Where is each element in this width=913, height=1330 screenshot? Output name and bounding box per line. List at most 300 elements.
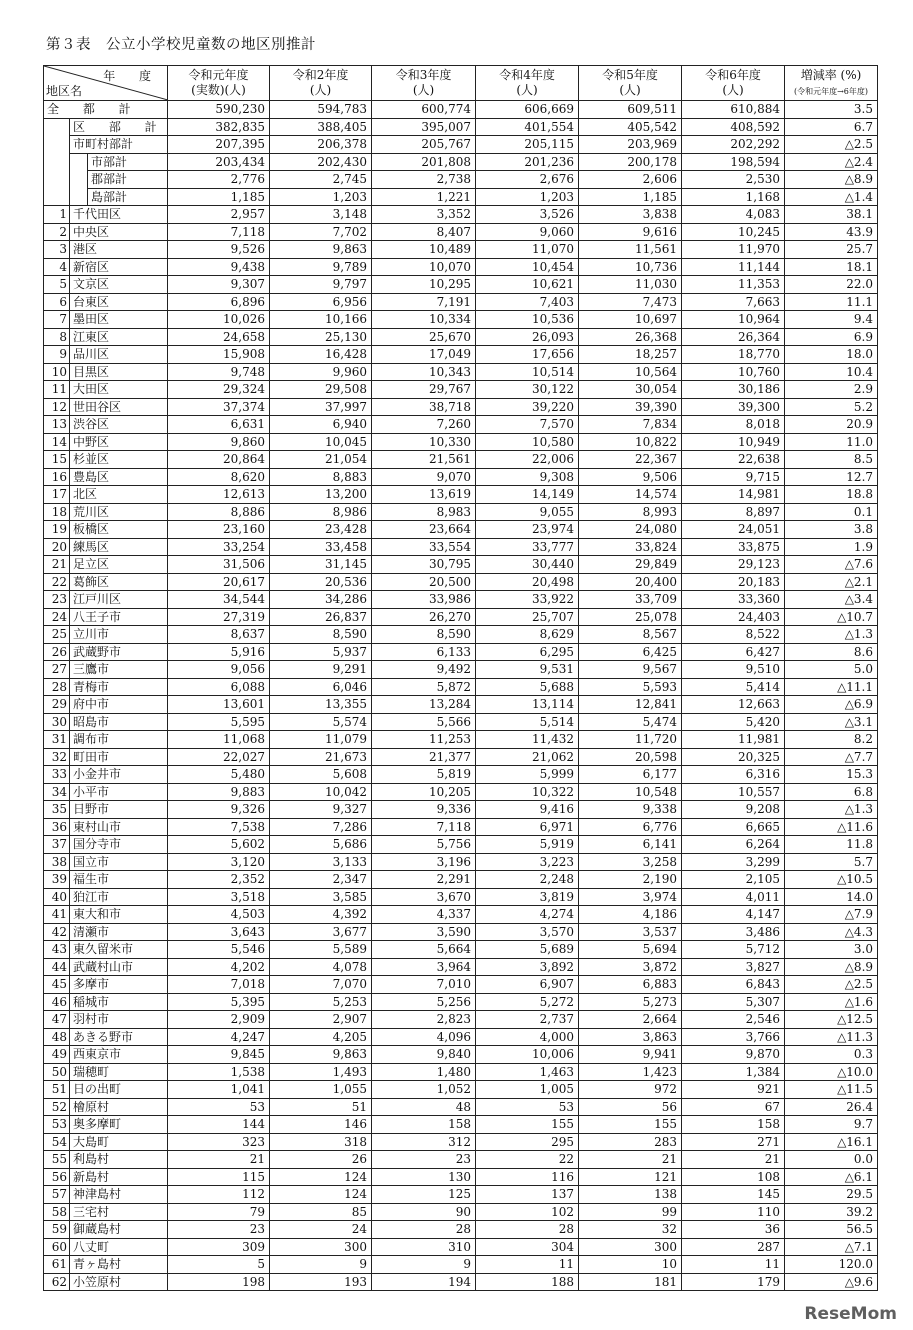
row-number: 43 — [44, 941, 70, 959]
row-label: 御蔵島村 — [70, 1221, 168, 1239]
table-row — [44, 1221, 878, 1239]
row-number: 13 — [44, 416, 70, 434]
table-row — [44, 818, 878, 836]
table-row — [44, 416, 878, 434]
cell-value: 9 — [270, 1256, 372, 1274]
cell-value: 30,054 — [579, 381, 682, 399]
cell-value: 3,872 — [579, 958, 682, 976]
cell-value: 10,514 — [476, 363, 579, 381]
cell-value: 3,258 — [579, 853, 682, 871]
cell-value: 7,010 — [372, 976, 476, 994]
cell-value: 304 — [476, 1238, 579, 1256]
table-row — [44, 276, 878, 294]
cell-value: 9,070 — [372, 468, 476, 486]
cell-value: 7,191 — [372, 293, 476, 311]
table-row — [44, 888, 878, 906]
cell-value: △16.1 — [785, 1133, 878, 1151]
cell-value: 3,766 — [682, 1028, 785, 1046]
cell-value: 33,554 — [372, 538, 476, 556]
cell-value: 972 — [579, 1081, 682, 1099]
row-label: 武蔵野市 — [70, 643, 168, 661]
cell-value: 5,595 — [168, 713, 270, 731]
table-row — [44, 731, 878, 749]
row-label: 目黒区 — [70, 363, 168, 381]
row-label: 島部計 — [88, 188, 168, 206]
cell-value: 8,629 — [476, 626, 579, 644]
col-header: 令和3年度 (人) — [372, 66, 476, 101]
cell-value: 5,514 — [476, 713, 579, 731]
row-number: 40 — [44, 888, 70, 906]
cell-value: 1,055 — [270, 1081, 372, 1099]
cell-value: 26,364 — [682, 328, 785, 346]
cell-value: 8,886 — [168, 503, 270, 521]
cell-value: △7.1 — [785, 1238, 878, 1256]
cell-value: 4,503 — [168, 906, 270, 924]
cell-value: 3,537 — [579, 923, 682, 941]
row-number: 1 — [44, 206, 70, 224]
cell-value: 21,377 — [372, 748, 476, 766]
cell-value: 7,286 — [270, 818, 372, 836]
row-number: 20 — [44, 538, 70, 556]
cell-value: 11,561 — [579, 241, 682, 259]
cell-value: 21 — [168, 1151, 270, 1169]
cell-value: 0.3 — [785, 1046, 878, 1064]
cell-value: 120.0 — [785, 1256, 878, 1274]
row-number: 7 — [44, 311, 70, 329]
row-number: 28 — [44, 678, 70, 696]
row-label: 小笠原村 — [70, 1273, 168, 1291]
table-row — [44, 1168, 878, 1186]
table-row — [44, 241, 878, 259]
table-row — [44, 293, 878, 311]
cell-value: 1,052 — [372, 1081, 476, 1099]
row-label: 江東区 — [70, 328, 168, 346]
cell-value: 20,598 — [579, 748, 682, 766]
cell-value: 3,486 — [682, 923, 785, 941]
cell-value: 5,566 — [372, 713, 476, 731]
cell-value: 28 — [372, 1221, 476, 1239]
row-number: 44 — [44, 958, 70, 976]
row-label: 板橋区 — [70, 521, 168, 539]
cell-value: 0.1 — [785, 503, 878, 521]
cell-value: 7,473 — [579, 293, 682, 311]
row-label: 市町村部計 — [70, 136, 168, 154]
corner-area-label: 地区名 — [46, 84, 83, 98]
cell-value: 11.8 — [785, 836, 878, 854]
cell-value: 6,316 — [682, 766, 785, 784]
cell-value: △1.3 — [785, 626, 878, 644]
cell-value: 6,427 — [682, 643, 785, 661]
cell-value: 0.0 — [785, 1151, 878, 1169]
cell-value: 10,045 — [270, 433, 372, 451]
cell-value: 6,295 — [476, 643, 579, 661]
row-number: 6 — [44, 293, 70, 311]
row-number: 53 — [44, 1116, 70, 1134]
row-label: 三宅村 — [70, 1203, 168, 1221]
cell-value: 33,458 — [270, 538, 372, 556]
cell-value: 24,080 — [579, 521, 682, 539]
cell-value: 10,205 — [372, 783, 476, 801]
cell-value: △9.6 — [785, 1273, 878, 1291]
table-row — [44, 1011, 878, 1029]
table-row — [44, 1273, 878, 1291]
cell-value: 51 — [270, 1098, 372, 1116]
cell-value: 4,247 — [168, 1028, 270, 1046]
summary-row-shichoson: 市町村部計 207,395 206,378 205,767 205,115 203,969 202,292 △2.5 — [44, 136, 878, 154]
cell-value: △6.9 — [785, 696, 878, 714]
cell-value: 5,664 — [372, 941, 476, 959]
table-row — [44, 923, 878, 941]
cell-value: 1,538 — [168, 1063, 270, 1081]
cell-value: 9,863 — [270, 1046, 372, 1064]
cell-value: 22.0 — [785, 276, 878, 294]
cell-value: 7,118 — [372, 818, 476, 836]
table-row — [44, 906, 878, 924]
row-label: 千代田区 — [70, 206, 168, 224]
cell-value: 7,538 — [168, 818, 270, 836]
table-row — [44, 591, 878, 609]
cell-value: 9,416 — [476, 801, 579, 819]
cell-value: 271 — [682, 1133, 785, 1151]
cell-value: △11.6 — [785, 818, 878, 836]
cell-value: 6,046 — [270, 678, 372, 696]
cell-value: 23 — [168, 1221, 270, 1239]
cell-value: 6,843 — [682, 976, 785, 994]
row-number: 41 — [44, 906, 70, 924]
cell-value: 13,619 — [372, 486, 476, 504]
row-number: 47 — [44, 1011, 70, 1029]
cell-value: 29,324 — [168, 381, 270, 399]
cell-value: 12.7 — [785, 468, 878, 486]
cell-value: 23,974 — [476, 521, 579, 539]
cell-value: 25.7 — [785, 241, 878, 259]
row-label: 町田市 — [70, 748, 168, 766]
cell-value: 2,190 — [579, 871, 682, 889]
cell-value: 2,352 — [168, 871, 270, 889]
cell-value: 2,907 — [270, 1011, 372, 1029]
cell-value: 9,336 — [372, 801, 476, 819]
table-row — [44, 311, 878, 329]
row-label: 日の出町 — [70, 1081, 168, 1099]
cell-value: 13,114 — [476, 696, 579, 714]
cell-value: 20,400 — [579, 573, 682, 591]
cell-value: 5,937 — [270, 643, 372, 661]
row-number: 18 — [44, 503, 70, 521]
cell-value: 5,474 — [579, 713, 682, 731]
cell-value: 158 — [372, 1116, 476, 1134]
row-label: 世田谷区 — [70, 398, 168, 416]
cell-value: 188 — [476, 1273, 579, 1291]
row-number: 3 — [44, 241, 70, 259]
row-number: 23 — [44, 591, 70, 609]
corner-year-label: 年 度 — [103, 69, 162, 83]
row-number: 62 — [44, 1273, 70, 1291]
cell-value: 10,964 — [682, 311, 785, 329]
table-row — [44, 538, 878, 556]
row-number: 48 — [44, 1028, 70, 1046]
cell-value: 4,202 — [168, 958, 270, 976]
cell-value: 12,841 — [579, 696, 682, 714]
table-row — [44, 1203, 878, 1221]
row-label: 昭島市 — [70, 713, 168, 731]
cell-value: 27,319 — [168, 608, 270, 626]
cell-value: 312 — [372, 1133, 476, 1151]
cell-value: 48 — [372, 1098, 476, 1116]
cell-value: 9,883 — [168, 783, 270, 801]
cell-value: 3,570 — [476, 923, 579, 941]
table-row — [44, 328, 878, 346]
cell-value: 15,908 — [168, 346, 270, 364]
row-number: 31 — [44, 731, 70, 749]
cell-value: 6,133 — [372, 643, 476, 661]
row-label: 国立市 — [70, 853, 168, 871]
cell-value: 8,993 — [579, 503, 682, 521]
cell-value: 3,670 — [372, 888, 476, 906]
cell-value: 6,665 — [682, 818, 785, 836]
cell-value: 10,548 — [579, 783, 682, 801]
row-number: 36 — [44, 818, 70, 836]
cell-value: 33,254 — [168, 538, 270, 556]
cell-value: 5,756 — [372, 836, 476, 854]
cell-value: 33,709 — [579, 591, 682, 609]
row-label: 台東区 — [70, 293, 168, 311]
cell-value: 9,797 — [270, 276, 372, 294]
cell-value: 29,767 — [372, 381, 476, 399]
row-label: 市部計 — [88, 153, 168, 171]
cell-value: 10,949 — [682, 433, 785, 451]
cell-value: △3.1 — [785, 713, 878, 731]
table-row — [44, 1151, 878, 1169]
cell-value: 10,166 — [270, 311, 372, 329]
table-row — [44, 1028, 878, 1046]
cell-value: 5,420 — [682, 713, 785, 731]
cell-value: 287 — [682, 1238, 785, 1256]
cell-value: 8.2 — [785, 731, 878, 749]
cell-value: 1,384 — [682, 1063, 785, 1081]
cell-value: 8,897 — [682, 503, 785, 521]
cell-value: 23,160 — [168, 521, 270, 539]
row-label: 多摩市 — [70, 976, 168, 994]
cell-value: 25,670 — [372, 328, 476, 346]
cell-value: 9,870 — [682, 1046, 785, 1064]
cell-value: 1,493 — [270, 1063, 372, 1081]
cell-value: 5,602 — [168, 836, 270, 854]
cell-value: 5,872 — [372, 678, 476, 696]
row-label: 青梅市 — [70, 678, 168, 696]
cell-value: 112 — [168, 1186, 270, 1204]
cell-value: 4,011 — [682, 888, 785, 906]
cell-value: △2.5 — [785, 976, 878, 994]
cell-value: 38,718 — [372, 398, 476, 416]
cell-value: 3,148 — [270, 206, 372, 224]
cell-value: 10,042 — [270, 783, 372, 801]
cell-value: 20,500 — [372, 573, 476, 591]
cell-value: △11.5 — [785, 1081, 878, 1099]
row-number: 21 — [44, 556, 70, 574]
row-label: 中野区 — [70, 433, 168, 451]
cell-value: 3,299 — [682, 853, 785, 871]
cell-value: 4,392 — [270, 906, 372, 924]
cell-value: 295 — [476, 1133, 579, 1151]
cell-value: 22 — [476, 1151, 579, 1169]
cell-value: 5,253 — [270, 993, 372, 1011]
cell-value: 28 — [476, 1221, 579, 1239]
cell-value: 8,590 — [270, 626, 372, 644]
cell-value: 20.9 — [785, 416, 878, 434]
row-label: 羽村市 — [70, 1011, 168, 1029]
cell-value: 5,395 — [168, 993, 270, 1011]
cell-value: 9,941 — [579, 1046, 682, 1064]
cell-value: 300 — [579, 1238, 682, 1256]
cell-value: 23 — [372, 1151, 476, 1169]
cell-value: 1,005 — [476, 1081, 579, 1099]
row-number: 9 — [44, 346, 70, 364]
cell-value: 34,286 — [270, 591, 372, 609]
cell-value: △1.3 — [785, 801, 878, 819]
cell-value: 1,423 — [579, 1063, 682, 1081]
cell-value: 10,557 — [682, 783, 785, 801]
table-row — [44, 223, 878, 241]
cell-value: 6,088 — [168, 678, 270, 696]
cell-value: 7,118 — [168, 223, 270, 241]
cell-value: 10,245 — [682, 223, 785, 241]
row-number: 32 — [44, 748, 70, 766]
cell-value: 10,070 — [372, 258, 476, 276]
cell-value: 3,518 — [168, 888, 270, 906]
cell-value: △11.3 — [785, 1028, 878, 1046]
table-row — [44, 468, 878, 486]
cell-value: 6,940 — [270, 416, 372, 434]
row-number: 22 — [44, 573, 70, 591]
corner-cell — [44, 66, 168, 101]
cell-value: 10,334 — [372, 311, 476, 329]
row-number: 50 — [44, 1063, 70, 1081]
row-label: 杉並区 — [70, 451, 168, 469]
cell-value: 18,257 — [579, 346, 682, 364]
cell-value: 3,827 — [682, 958, 785, 976]
cell-value: 10,006 — [476, 1046, 579, 1064]
cell-value: 155 — [579, 1116, 682, 1134]
cell-value: 39,220 — [476, 398, 579, 416]
cell-value: 8,590 — [372, 626, 476, 644]
cell-value: △6.1 — [785, 1168, 878, 1186]
cell-value: 21 — [682, 1151, 785, 1169]
cell-value: 3,223 — [476, 853, 579, 871]
cell-value: 11,353 — [682, 276, 785, 294]
cell-value: 10,322 — [476, 783, 579, 801]
cell-value: 9,860 — [168, 433, 270, 451]
cell-value: 6,425 — [579, 643, 682, 661]
cell-value: 10,697 — [579, 311, 682, 329]
cell-value: 9,748 — [168, 363, 270, 381]
cell-value: 8,883 — [270, 468, 372, 486]
cell-value: 8.6 — [785, 643, 878, 661]
row-label: 福生市 — [70, 871, 168, 889]
table-row — [44, 486, 878, 504]
cell-value: 8,637 — [168, 626, 270, 644]
cell-value: 56.5 — [785, 1221, 878, 1239]
row-label: 大田区 — [70, 381, 168, 399]
row-number: 34 — [44, 783, 70, 801]
cell-value: 7,403 — [476, 293, 579, 311]
cell-value: 9,567 — [579, 661, 682, 679]
cell-value: 2,737 — [476, 1011, 579, 1029]
cell-value: 3.8 — [785, 521, 878, 539]
row-number: 5 — [44, 276, 70, 294]
col-header-rate: 増減率 (%) (令和元年度→6年度) — [785, 66, 878, 101]
cell-value: 13,200 — [270, 486, 372, 504]
cell-value: 21,673 — [270, 748, 372, 766]
table-row — [44, 608, 878, 626]
cell-value: 5,694 — [579, 941, 682, 959]
cell-value: 33,986 — [372, 591, 476, 609]
cell-value: 1.9 — [785, 538, 878, 556]
table-row — [44, 626, 878, 644]
row-label: 小金井市 — [70, 766, 168, 784]
cell-value: 6,907 — [476, 976, 579, 994]
cell-value: 22,638 — [682, 451, 785, 469]
cell-value: 20,183 — [682, 573, 785, 591]
cell-value: 11.1 — [785, 293, 878, 311]
cell-value: 20,864 — [168, 451, 270, 469]
cell-value: 7,018 — [168, 976, 270, 994]
cell-value: 30,440 — [476, 556, 579, 574]
cell-value: 24 — [270, 1221, 372, 1239]
cell-value: 34,544 — [168, 591, 270, 609]
row-label: 全 都 計 — [44, 101, 168, 119]
cell-value: 9,863 — [270, 241, 372, 259]
table-row — [44, 1098, 878, 1116]
cell-value: 130 — [372, 1168, 476, 1186]
cell-value: 5,256 — [372, 993, 476, 1011]
cell-value: 2,248 — [476, 871, 579, 889]
row-label: 文京区 — [70, 276, 168, 294]
cell-value: 56 — [579, 1098, 682, 1116]
cell-value: 43.9 — [785, 223, 878, 241]
cell-value: 9,208 — [682, 801, 785, 819]
cell-value: 26.4 — [785, 1098, 878, 1116]
col-header: 令和2年度 (人) — [270, 66, 372, 101]
cell-value: 21,054 — [270, 451, 372, 469]
cell-value: 67 — [682, 1098, 785, 1116]
row-label: 西東京市 — [70, 1046, 168, 1064]
row-number: 45 — [44, 976, 70, 994]
cell-value: 17,656 — [476, 346, 579, 364]
table-row — [44, 556, 878, 574]
cell-value: 6,971 — [476, 818, 579, 836]
cell-value: 4,186 — [579, 906, 682, 924]
table-row — [44, 836, 878, 854]
cell-value: 5,546 — [168, 941, 270, 959]
cell-value: 30,186 — [682, 381, 785, 399]
cell-value: 323 — [168, 1133, 270, 1151]
row-number: 56 — [44, 1168, 70, 1186]
cell-value: 9,291 — [270, 661, 372, 679]
cell-value: 3,526 — [476, 206, 579, 224]
cell-value: 5,589 — [270, 941, 372, 959]
cell-value: 11,432 — [476, 731, 579, 749]
cell-value: 3,863 — [579, 1028, 682, 1046]
cell-value: 5,689 — [476, 941, 579, 959]
cell-value: 309 — [168, 1238, 270, 1256]
cell-value: 11,068 — [168, 731, 270, 749]
cell-value: 10 — [579, 1256, 682, 1274]
row-number: 4 — [44, 258, 70, 276]
cell-value: 10,736 — [579, 258, 682, 276]
cell-value: 300 — [270, 1238, 372, 1256]
table-row — [44, 783, 878, 801]
cell-value: 29,123 — [682, 556, 785, 574]
